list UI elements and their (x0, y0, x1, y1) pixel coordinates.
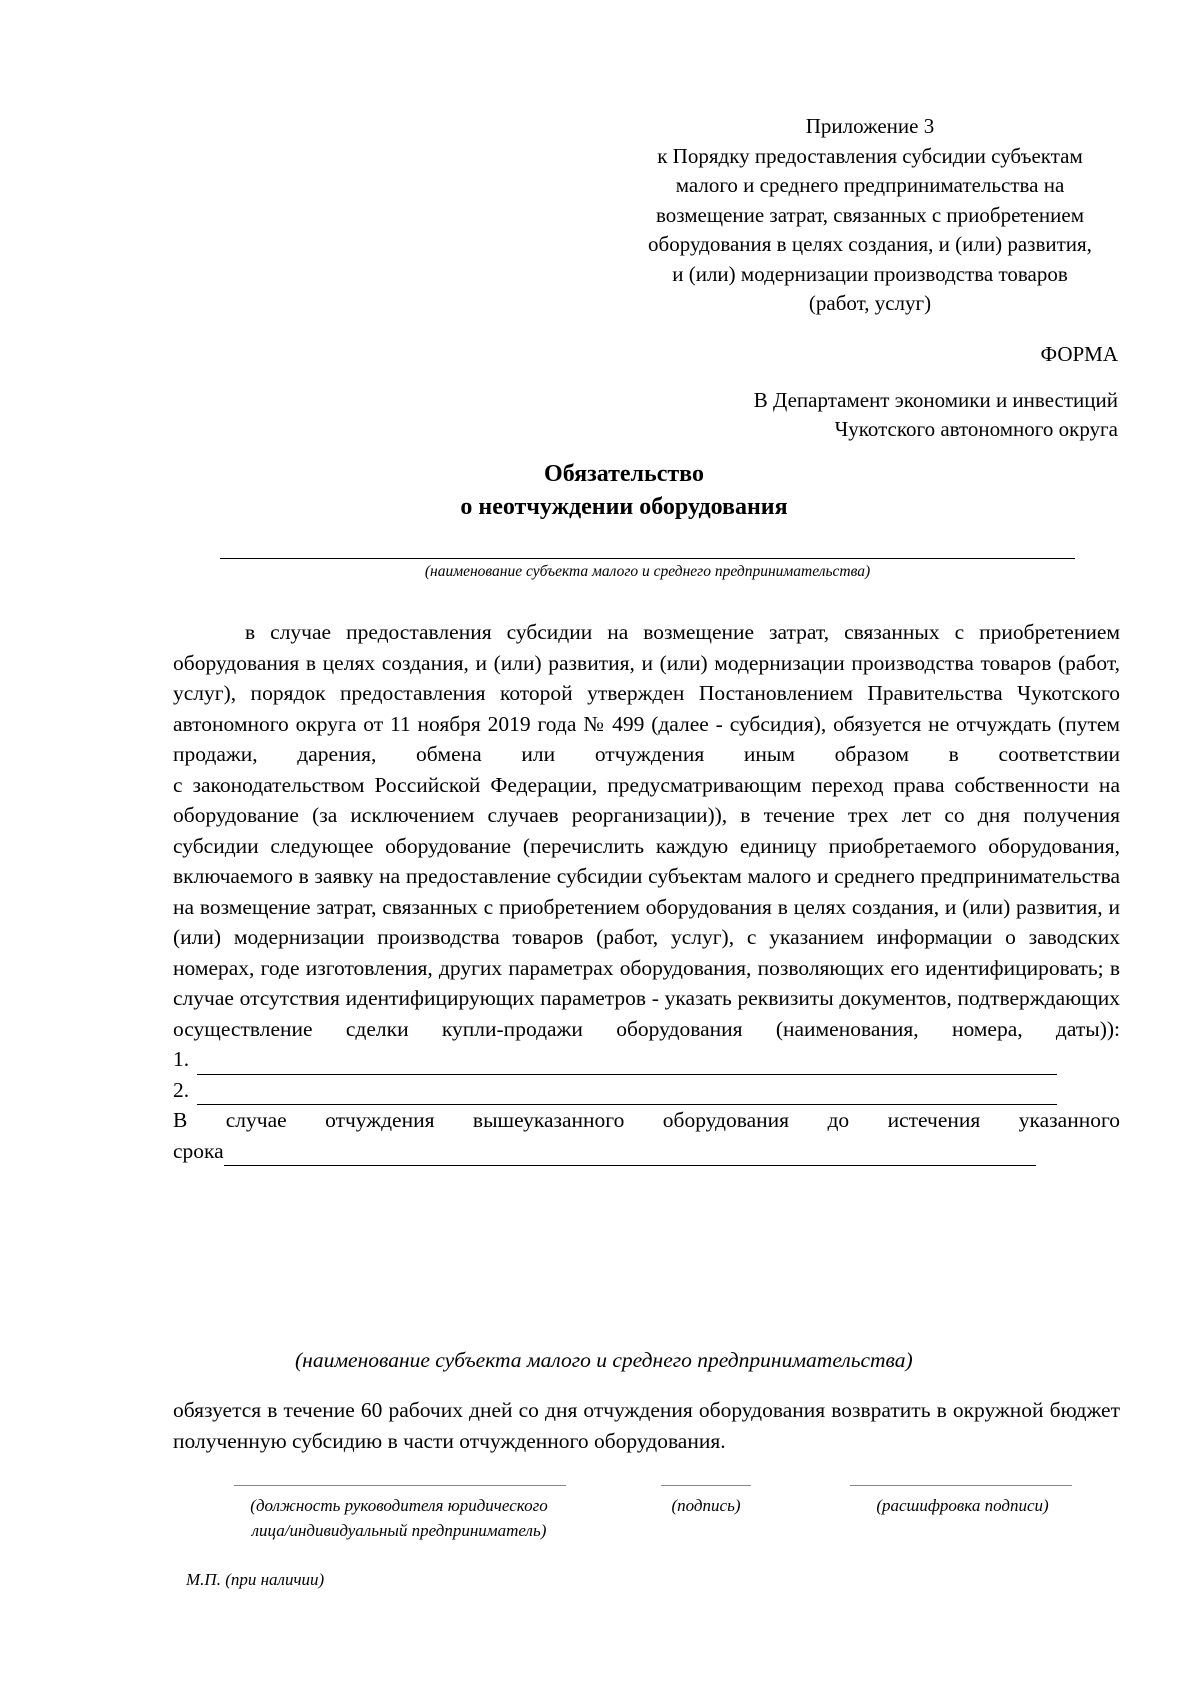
equipment-item-row (173, 1044, 1120, 1075)
body-paragraph: В случае отчуждения вышеуказанного оборудования до истечения указанного (173, 1108, 1120, 1132)
appendix-header (600, 112, 1140, 319)
equipment-item-field[interactable] (197, 1052, 1057, 1075)
title-line: о неотчуждении оборудования (460, 494, 788, 520)
obligation-body (173, 617, 1120, 1166)
position-caption-line: лица/индивидуальный предприниматель) (251, 1521, 547, 1540)
subject-name-caption-2: (наименование субъекта малого и среднего предпринимательства) (295, 1348, 913, 1372)
addressee-line: В Департамент экономики и инвестиций (753, 388, 1118, 412)
appendix-line: возмещение затрат, связанных с приобретением (655, 202, 1084, 227)
appendix-line: малого и среднего предпринимательства на (675, 173, 1065, 197)
body-paragraph: на возмещение затрат, связанных с приобретением оборудования в целях создания, и (или) развития, и (или) модернизации производства товаров (работ, услуг), с указанием информации о заводских номерах, годе изготовления, других параметрах оборудования, позволяющих его идентифицировать; в случае отсутствия идентифицирующих параметров - указать реквизиты документов, подтверждающих осуществление сделки купли-продажи оборудования (наименования, номера, даты)): (173, 894, 1120, 1041)
position-caption-line: (должность руководителя юридического (250, 1496, 548, 1515)
appendix-line: оборудования в целях создания, и (или) развития, (648, 232, 1092, 256)
body-paragraph: в случае предоставления субсидии на возмещение затрат, связанных с приобретением оборудования в целях создания, и (или) развития, и (или) модернизации производства товаров (работ, услуг), порядок предоставления которой утвержден Постановлением Правительства Чукотского автономного округа от 11 ноября 2019 года № 499 (далее - субсидия), обязуется не отчуждать (путем продажи, дарения, обмена или отчуждения иным образом в соответствии (173, 620, 1120, 766)
item-number: 1. (173, 1047, 190, 1071)
appendix-line: и (или) модернизации производства товаров (672, 261, 1068, 286)
position-caption (204, 1493, 594, 1543)
document-title (0, 458, 1200, 524)
appendix-line: (работ, услуг) (808, 291, 932, 315)
obligation-body-2 (173, 1395, 1120, 1456)
addressee-line: Чукотского автономного округа (834, 417, 1118, 441)
position-field[interactable] (234, 1485, 566, 1486)
signature-decode-caption: (расшифровка подписи) (876, 1496, 1049, 1515)
srok-row (173, 1136, 1120, 1167)
subject-name-caption: (наименование субъекта малого и среднего предпринимательства) (424, 563, 871, 580)
body-paragraph: обязуется в течение 60 рабочих дней со дня отчуждения оборудования возвратить в окружной бюджет полученную субсидию в части отчужденного оборудования. (173, 1398, 1120, 1453)
srok-word: срока (173, 1138, 224, 1163)
subject-name-field-2[interactable] (224, 1143, 1036, 1166)
addressee (754, 386, 1118, 444)
equipment-item-row (173, 1075, 1120, 1106)
stamp-label: М.П. (при наличии) (186, 1570, 325, 1589)
title-line: Обязательство (544, 461, 704, 487)
appendix-line: к Порядку предоставления субсидии субъектам (657, 143, 1083, 168)
item-number: 2. (173, 1077, 190, 1102)
body-paragraph: с законодательством Российской Федерации, предусматривающим переход права собственности на оборудование (за исключением случаев реорганизации)), в течение трех лет со дня получения субсидии следующее оборудование (перечислить каждую единицу приобретаемого оборудования, включаемого в заявку на предоставление субсидии субъектам малого и среднего предпринимательства (173, 772, 1120, 888)
appendix-line: Приложение 3 (805, 114, 935, 138)
signature-caption: (подпись) (671, 1496, 741, 1515)
form-label: ФОРМА (1040, 342, 1118, 366)
equipment-item-field[interactable] (197, 1082, 1057, 1105)
signature-field[interactable] (661, 1485, 751, 1486)
subject-name-field[interactable] (220, 558, 1075, 559)
signature-decode-field[interactable] (850, 1485, 1072, 1486)
